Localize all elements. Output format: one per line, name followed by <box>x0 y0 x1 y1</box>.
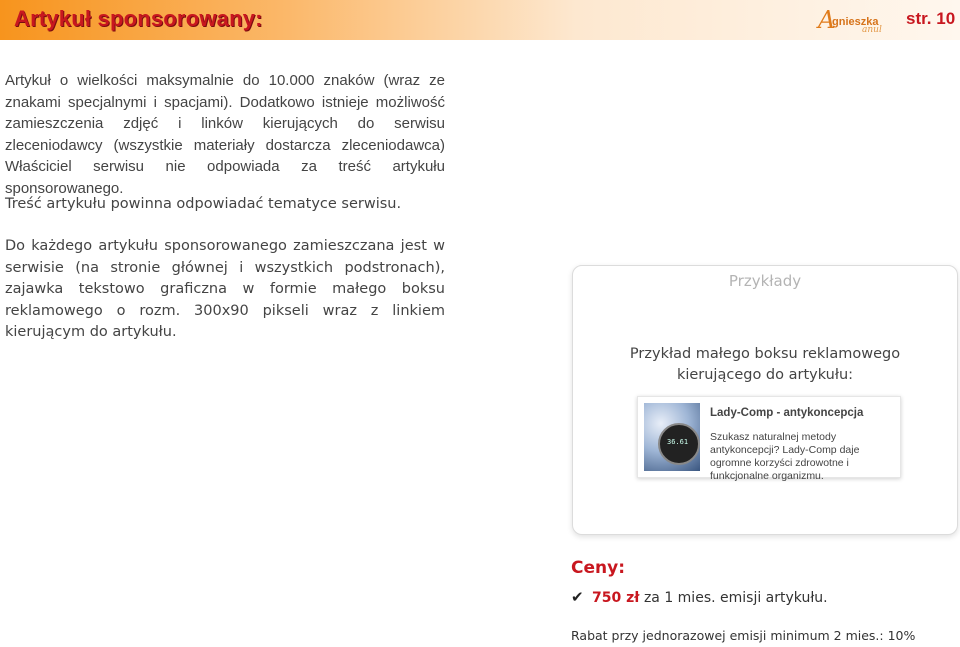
brand-logo <box>818 6 880 36</box>
paragraph-article-size: Artykuł o wielkości maksymalnie do 10.000 znaków (wraz ze znakami specjalnymi i spacjami). Dodatkowo istnieje możliwość zamieszczenia zdjęć i linków kierujących do serwisu zleceniodawcy (wszystkie materiały dostarcza zleceniodawca) Właściciel serwisu nie odpowiada za treść artykułu sponsorowanego. <box>5 72 445 197</box>
ad-image <box>644 403 700 471</box>
ad-title-link[interactable]: Lady-Comp - antykoncepcja <box>710 407 864 419</box>
paragraph-teaser: Do każdego artykułu sponsorowanego zamieszczana jest w serwisie (na stronie głównej i wszystkich podstronach), zajawka tekstowo graficzna w formie małego boksu reklamowego o rozm. 300x90 pikseli wraz z linkiem kierującym do artykułu. <box>5 238 445 340</box>
ad-text: Szukasz naturalnej metody antykoncepcji? Lady-Comp daje ogromne korzyści zdrowotne i funkcjonalne organizmu. <box>710 431 860 482</box>
examples-panel <box>572 265 958 535</box>
price-line <box>571 588 828 606</box>
price-description: za 1 mies. emisji artykułu. <box>643 590 828 606</box>
page-number: str. 10 <box>906 9 956 28</box>
checkmark-icon: ✔ <box>571 588 584 606</box>
prices-heading: Ceny: <box>571 558 625 578</box>
sample-ad-box[interactable] <box>637 396 901 482</box>
logo-text: gnieszka <box>832 16 879 28</box>
logo-subtext: anul <box>862 25 882 35</box>
examples-title: Przykłady <box>728 272 802 290</box>
examples-caption: Przykład małego boksu reklamowego kierującego do artykułu: <box>629 346 901 383</box>
device-icon <box>658 423 700 465</box>
logo-letter: A <box>818 6 836 34</box>
price-amount: 750 zł <box>592 590 640 606</box>
page-header <box>0 0 960 40</box>
discount-note: Rabat przy jednorazowej emisji minimum 2 mies.: 10% <box>571 628 916 643</box>
device-screen-text: 36.61 <box>667 438 689 446</box>
page-title: Artykuł sponsorowany: <box>14 6 263 31</box>
paragraph-topic: Treść artykułu powinna odpowiadać tematyce serwisu. <box>5 196 402 212</box>
